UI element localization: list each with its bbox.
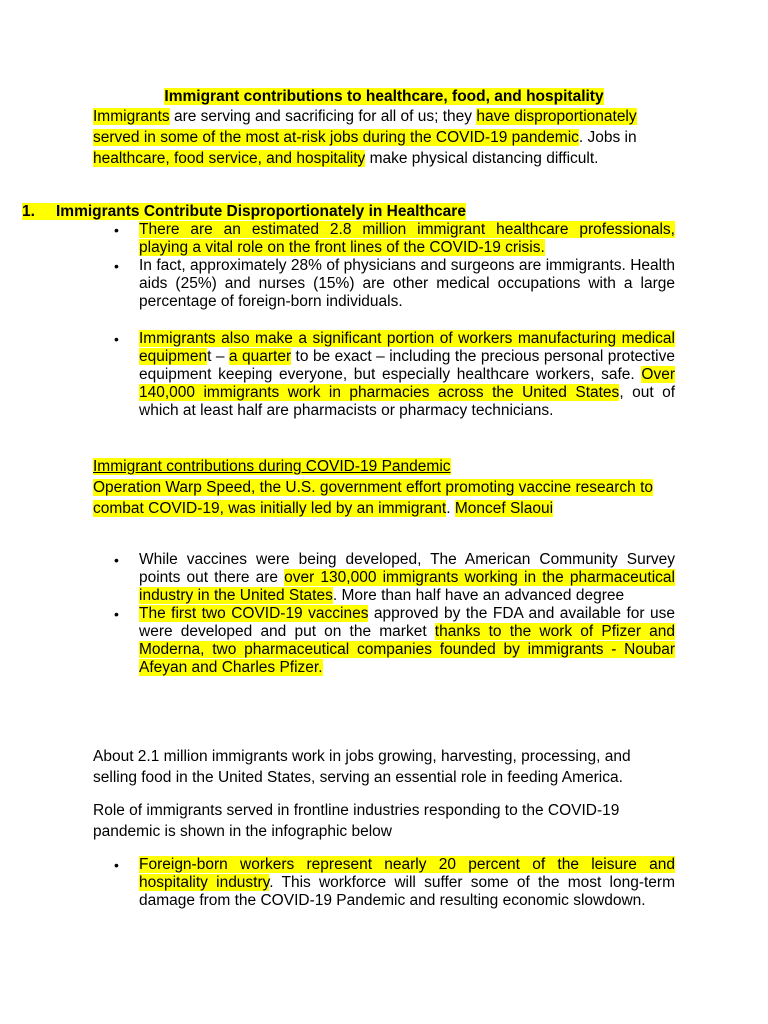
list-item: • The first two COVID-19 vaccines approved by the FDA and available for use were developed and put on the market thanks to the work of Pfizer and Moderna, two pharmaceutical companies founded by immigrants - Noubar Afeyan and Charles Pfizer. bbox=[114, 605, 676, 676]
vaccine-bullet-list bbox=[114, 551, 675, 677]
hospitality-bullet-list bbox=[114, 856, 675, 910]
section-number: 1. bbox=[22, 203, 35, 220]
bullet-icon: • bbox=[114, 606, 119, 622]
list-item: • There are an estimated 2.8 million immigrant healthcare professionals, playing a vital role on the front lines of the COVID-19 crisis. bbox=[114, 221, 675, 256]
bullet-icon: • bbox=[114, 857, 119, 873]
bullet-icon: • bbox=[114, 258, 119, 274]
list-item: • While vaccines were being developed, The American Community Survey points out there are over 130,000 immigrants working in the pharmaceutical industry in the United States. More than half have an advanced degree bbox=[114, 551, 675, 604]
infographic-intro-paragraph: Role of immigrants served in frontline industries responding to the COVID-19 pandemic is shown in the infographic below bbox=[93, 802, 620, 840]
intro-paragraph: Immigrants are serving and sacrificing for all of us; they have disproportionately served in some of the most at-risk jobs during the COVID-19 pandemic. Jobs in healthcare, food service, and hospitality make physical distancing difficult. bbox=[93, 108, 637, 167]
food-paragraph: About 2.1 million immigrants work in jobs growing, harvesting, processing, and selling food in the United States, serving an essential role in feeding America. bbox=[93, 748, 631, 786]
warp-speed-paragraph: Operation Warp Speed, the U.S. government effort promoting vaccine research to combat COVID-19, was initially led by an immigrant. Moncef Slaoui bbox=[93, 479, 654, 517]
section-heading-healthcare bbox=[22, 202, 466, 222]
bullet-icon: • bbox=[114, 552, 119, 568]
healthcare-bullet-list bbox=[114, 221, 675, 311]
title-text: Immigrant contributions to healthcare, food, and hospitality bbox=[164, 88, 604, 105]
section-heading-text: Immigrants Contribute Disproportionately in Healthcare bbox=[56, 203, 466, 220]
healthcare-bullet-list-2 bbox=[114, 330, 675, 420]
list-item: • In fact, approximately 28% of physicians and surgeons are immigrants. Health aids (25%) and nurses (15%) are other medical occupations with a large percentage of foreign-born individuals. bbox=[114, 257, 675, 310]
document-title bbox=[93, 87, 675, 107]
list-item: • Foreign-born workers represent nearly 20 percent of the leisure and hospitality industry. This workforce will suffer some of the most long-term damage from the COVID-19 Pandemic and resulting economic slowdown. bbox=[114, 856, 675, 909]
bullet-icon: • bbox=[114, 222, 119, 238]
list-item: • Immigrants also make a significant portion of workers manufacturing medical equipment – a quarter to be exact – including the precious personal protective equipment keeping everyone, but especially healthcare workers, safe. Over 140,000 immigrants work in pharmacies across the United States, out of which at least half are pharmacists or pharmacy technicians. bbox=[114, 330, 675, 419]
covid-section bbox=[93, 456, 675, 519]
bullet-icon: • bbox=[114, 331, 119, 347]
covid-subheading: Immigrant contributions during COVID-19 Pandemic bbox=[93, 458, 451, 475]
